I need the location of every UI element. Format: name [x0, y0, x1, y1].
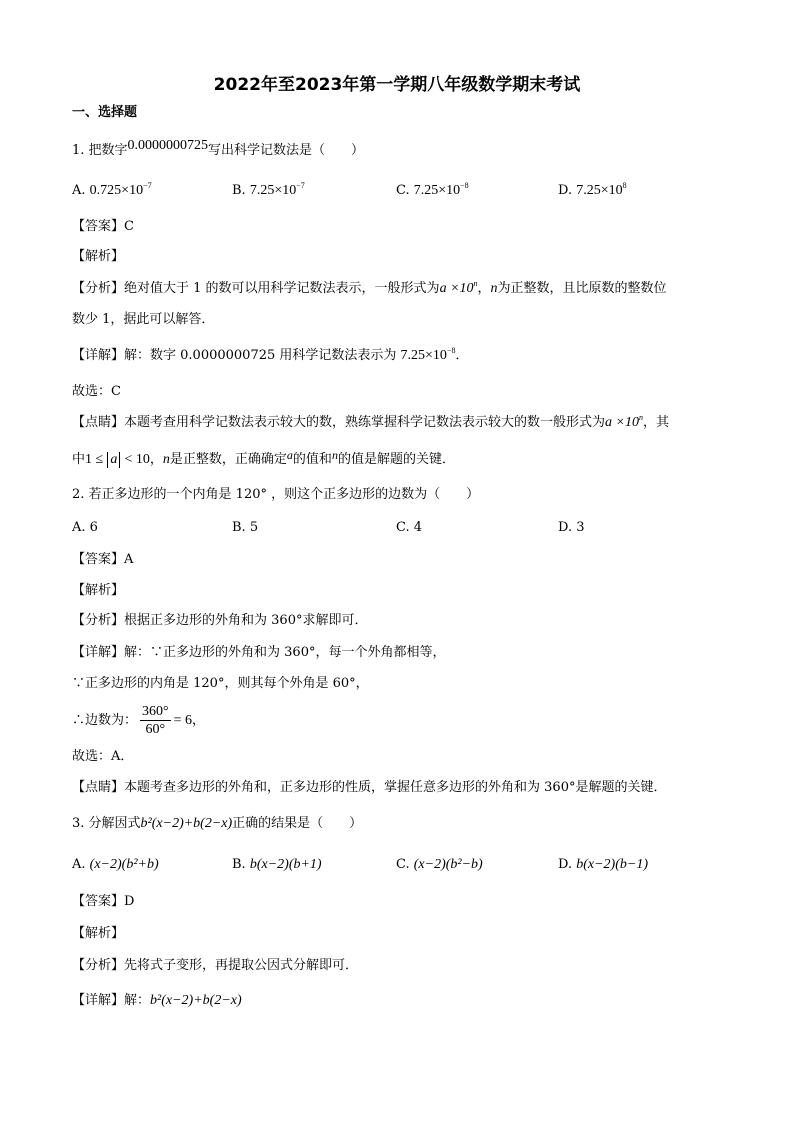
q1-analysis-label: 【解析】 — [72, 249, 125, 264]
q3-option-d — [558, 856, 648, 874]
q1-answer-value: C — [124, 219, 134, 234]
q3-option-c — [396, 856, 483, 874]
q1-comment-text-2: ，其 — [642, 415, 669, 430]
q2-fenxi-text: 根据正多边形的外角和为 360°求解即可． — [124, 613, 368, 628]
q1-ineq-left: 1 ≤ — [85, 452, 104, 467]
q1-option-a — [72, 182, 152, 201]
q2-comment — [72, 779, 666, 797]
q1-comment-cont — [72, 450, 455, 469]
q1-fenxi-text-2: ， — [477, 281, 491, 296]
q1-option-d-value: 7.25×10 — [576, 183, 623, 198]
q1-fenxi-text-1: 绝对值大于 1 的数可以用科学记数法表示，一般形式为 — [124, 281, 440, 296]
q2-option-b: B. 5 — [232, 520, 259, 535]
q2-detail-line3 — [72, 703, 205, 738]
q1-option-a-value: 0.725×10 — [89, 183, 144, 198]
q2-answer — [72, 551, 133, 569]
q3-option-c-letter: C. — [396, 857, 410, 872]
q1-detail-end: ． — [455, 348, 469, 363]
q2-fraction-denominator: 60° — [145, 722, 166, 737]
q1-option-b-value: 7.25×10 — [249, 183, 297, 198]
q1-comment-n: n — [162, 452, 170, 467]
q1-option-d-exp: 8 — [622, 181, 627, 190]
q1-option-a-letter: A. — [72, 183, 86, 198]
q1-option-b — [232, 182, 305, 201]
q3-fenxi-text: 先将式子变形，再提取公因式分解即可． — [124, 958, 359, 973]
q3-answer-value: D — [124, 894, 135, 909]
q3-option-a — [72, 856, 159, 874]
q3-stem-post: 正确的结果是（ ） — [232, 816, 363, 831]
q1-comment-text-3: 中 — [72, 452, 86, 467]
q3-option-d-value: b(x−2)(b−1) — [576, 857, 648, 872]
q2-detail-line2: ∵正多边形的内角是 120°，则其每个外角是 60°， — [72, 676, 369, 691]
q1-fenxi-n: n — [490, 281, 498, 296]
q1-comment-a: a — [286, 448, 293, 462]
q1-detail-exp: −8 — [446, 346, 456, 355]
q1-fenxi-form-exp: n — [473, 279, 478, 288]
q3-fenxi — [72, 957, 358, 975]
q1-fenxi-text-3: 为正整数，且比原数的整数位 — [497, 281, 667, 296]
q1-option-b-letter: B. — [232, 183, 246, 198]
q2-option-d: D. 3 — [558, 520, 585, 535]
q3-detail-text: 解： — [124, 993, 151, 1008]
q1-option-d-letter: D. — [558, 183, 573, 198]
comment-label: 【点睛】 — [72, 415, 125, 430]
q2-answer-value: A — [124, 552, 134, 567]
q1-comment-form-exp: n — [638, 413, 643, 422]
q3-analysis-label: 【解析】 — [72, 926, 125, 941]
q3-stem-pre: 3. 分解因式 — [72, 816, 141, 831]
q2-stem: 2. 若正多边形的一个内角是 120° ，则这个正多边形的边数为（ ） — [72, 487, 480, 502]
q1-stem-pre: 1. 把数字 — [72, 143, 128, 158]
q3-detail-expression: b²(x−2)+b(2−x) — [150, 993, 242, 1008]
q3-stem-expression: b²(x−2)+b(2−x) — [140, 816, 233, 831]
q3-option-a-letter: A. — [72, 857, 86, 872]
q2-detail-text-3: ∴边数为： — [72, 713, 138, 728]
q1-comment-text-6: 的值和 — [292, 452, 332, 467]
exam-title: 2022年至2023年第一学期八年级数学期末考试 — [213, 75, 581, 95]
q1-abs-a: a — [107, 452, 120, 468]
q1-detail — [72, 347, 468, 366]
q3-option-b — [232, 856, 322, 874]
q2-detail — [72, 644, 445, 662]
q3-option-c-value: (x−2)(b²−b) — [413, 857, 483, 872]
q1-comment — [72, 414, 669, 433]
fenxi-label: 【分析】 — [72, 613, 125, 628]
detail-label: 【详解】 — [72, 348, 125, 363]
q3-option-b-letter: B. — [232, 857, 246, 872]
q1-comment-form: a ×10 — [605, 415, 639, 430]
q1-option-d — [558, 182, 627, 201]
q2-choose: 故选：A． — [72, 749, 134, 764]
q1-comment-text-7: 的值是解题的关键． — [337, 452, 455, 467]
q3-answer — [72, 893, 134, 911]
q2-fenxi — [72, 612, 367, 630]
q2-option-c: C. 4 — [396, 520, 423, 535]
q2-detail-text-4: ， — [192, 713, 206, 728]
q1-stem — [72, 138, 365, 160]
q2-option-a: A. 6 — [72, 520, 98, 535]
section-heading: 一、选择题 — [72, 105, 138, 120]
comment-label: 【点睛】 — [72, 780, 125, 795]
q2-fraction-numerator: 360° — [142, 704, 169, 719]
q1-stem-post: 写出科学记数法是（ ） — [208, 143, 365, 158]
q3-option-b-value: b(x−2)(b+1) — [249, 857, 322, 872]
q1-option-c-value: 7.25×10 — [413, 183, 461, 198]
fenxi-label: 【分析】 — [72, 281, 125, 296]
q1-fenxi-cont: 数少 1，据此可以解答． — [72, 312, 215, 327]
q1-answer — [72, 218, 134, 236]
q1-option-b-exp: −7 — [296, 181, 305, 190]
q1-comment-n2: n — [331, 448, 338, 462]
q3-option-a-value: (x−2)(b²+b) — [89, 857, 159, 872]
q1-ineq-right: < 10 — [124, 452, 150, 467]
q2-fraction — [140, 703, 171, 738]
answer-label: 【答案】 — [72, 894, 125, 909]
answer-label: 【答案】 — [72, 219, 125, 234]
q1-option-c-letter: C. — [396, 183, 410, 198]
q3-detail — [72, 992, 242, 1010]
q1-detail-value: 7.25×10 — [400, 348, 447, 363]
q1-comment-text-4: ， — [149, 452, 163, 467]
fenxi-label: 【分析】 — [72, 958, 125, 973]
q1-option-c — [396, 182, 469, 201]
q1-option-c-exp: −8 — [460, 181, 469, 190]
q1-number: 0.0000000725 — [127, 138, 209, 153]
q1-comment-text-5: 是正整数，正确确定 — [169, 452, 287, 467]
q2-comment-text: 本题考查多边形的外角和，正多边形的性质，掌握任意多边形的外角和为 360°是解题的关键． — [124, 780, 667, 795]
q2-analysis-label: 【解析】 — [72, 583, 125, 598]
q1-comment-text-1: 本题考查用科学记数法表示较大的数，熟练掌握科学记数法表示较大的数一般形式为 — [124, 415, 606, 430]
q1-detail-text: 解：数字 0.0000000725 用科学记数法表示为 — [124, 348, 401, 363]
q2-detail-text-1: 解：∵正多边形的外角和为 360°，每一个外角都相等， — [124, 645, 446, 660]
q1-fenxi-form: a ×10 — [439, 281, 474, 296]
q2-fraction-result: = 6 — [173, 713, 193, 728]
detail-label: 【详解】 — [72, 993, 125, 1008]
q3-stem — [72, 815, 362, 833]
q1-option-a-exp: −7 — [143, 181, 152, 190]
q1-fenxi — [72, 280, 667, 299]
q1-choose: 故选：C — [72, 384, 121, 399]
answer-label: 【答案】 — [72, 552, 125, 567]
detail-label: 【详解】 — [72, 645, 125, 660]
q3-option-d-letter: D. — [558, 857, 573, 872]
